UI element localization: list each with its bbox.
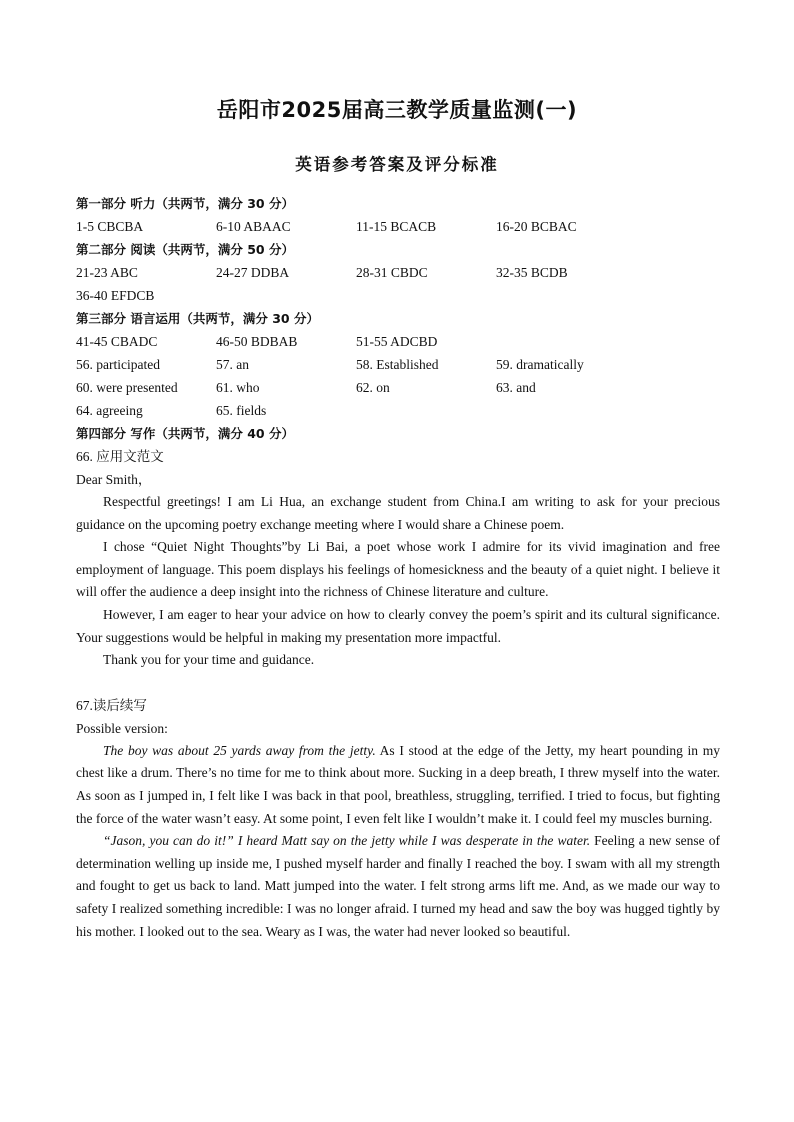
answer-cell: 59. dramatically [496,357,584,372]
spacer [76,672,720,694]
q66-paragraph-3: However, I am eager to hear your advice on how to clearly convey the poem’s spirit and its cultural significance. Your suggestions would be helpful in making my presentation more impactful. [76,606,720,645]
answer-row [76,261,720,284]
answer-row [76,376,720,399]
q66-label: 66. 应用文范文 [76,449,164,464]
answer-cell: 16-20 BCBAC [496,219,577,234]
answer-cell: 57. an [216,357,249,372]
answer-row [76,399,720,422]
part1-heading: 第一部分 听力（共两节，满分 30 分） [76,196,294,211]
answer-cell: 41-45 CBADC [76,334,158,349]
page-subtitle: 英语参考答案及评分标准 [295,155,499,174]
answer-cell: 64. agreeing [76,403,143,418]
part2-heading: 第二部分 阅读（共两节，满分 50 分） [76,242,294,257]
answer-cell: 62. on [356,380,390,395]
answer-cell: 6-10 ABAAC [216,219,291,234]
answer-cell: 65. fields [216,403,267,418]
part3-heading: 第三部分 语言运用（共两节，满分 30 分） [76,311,319,326]
answer-cell: 46-50 BDBAB [216,334,298,349]
answer-cell: 63. and [496,380,536,395]
answer-cell: 28-31 CBDC [356,265,428,280]
q67-paragraph-1 [76,740,720,830]
answer-cell: 60. were presented [76,380,178,395]
answer-cell: 21-23 ABC [76,265,138,280]
answer-cell: 36-40 EFDCB [76,288,155,303]
q67-paragraph-1-text: As I stood at the edge of the Jetty, my heart pounding in my chest like a drum. There’s no time for me to think about more. Sucking in a deep breath, I threw myself into the water. As soon as I jumped in, I felt like I was back in that pool, breathless, struggling, terrified. I tried to focus, but fighting the force of the water wasn’t easy. At some point, I even felt like I wouldn’t make it. I could feel my muscles burning. [76,742,721,826]
q67-paragraph-2 [76,830,720,943]
page-title: 岳阳市2025届高三教学质量监测(一) [216,98,578,122]
q67-label: 67.读后续写 [76,697,147,713]
document-body [76,192,720,943]
answer-cell: 11-15 BCACB [356,219,437,234]
q67-version-label: Possible version: [76,720,168,736]
answer-cell: 24-27 DDBA [216,265,290,280]
answer-cell: 56. participated [76,357,160,372]
q66-paragraph-4: Thank you for your time and guidance. [103,652,315,668]
answer-cell: 51-55 ADCBD [356,334,438,349]
answer-row [76,215,720,238]
q67-paragraph-2-text: Feeling a new sense of determination welling up inside me, I pushed myself harder and finally I reached the boy. I swam with all my strength and fought to get us back to land. Matt jumped into the water. I felt strong arms lift me. And, as we made our way to safety I realized something incredible: I was no longer afraid. I turned my head and saw the boy was hugged tightly by his mother. I looked out to the sea. Weary as I was, the water had never looked so beautiful. [76,833,720,939]
part4-heading: 第四部分 写作（共两节，满分 40 分） [76,426,294,441]
q66-salutation: Dear Smith， [76,472,152,487]
answer-cell: 61. who [216,380,260,395]
q67-paragraph-2-lead: “Jason, you can do it!” I heard Matt say on the jetty while I was desperate in the water. [103,833,591,849]
q66-paragraph-2: I chose “Quiet Night Thoughts”by Li Bai, a poet whose work I admire for its vivid imagination and free employment of language. This poem displays his feelings of homesickness and the beauty of a quiet night. I believe it will offer the audience a deep insight into the richness of Chinese literature and culture. [76,539,720,600]
answer-cell: 1-5 CBCBA [76,219,144,234]
q66-paragraph-1: Respectful greetings! I am Li Hua, an exchange student from China.I am writing to ask for your precious guidance on the upcoming poetry exchange meeting where I would share a Chinese poem. [76,494,720,532]
answer-cell: 58. Established [356,357,439,372]
answer-cell: 32-35 BCDB [496,265,568,280]
answer-row [76,284,720,307]
answer-row [76,330,720,353]
q67-paragraph-1-lead: The boy was about 25 yards away from the jetty. [103,742,376,758]
answer-row [76,353,720,376]
